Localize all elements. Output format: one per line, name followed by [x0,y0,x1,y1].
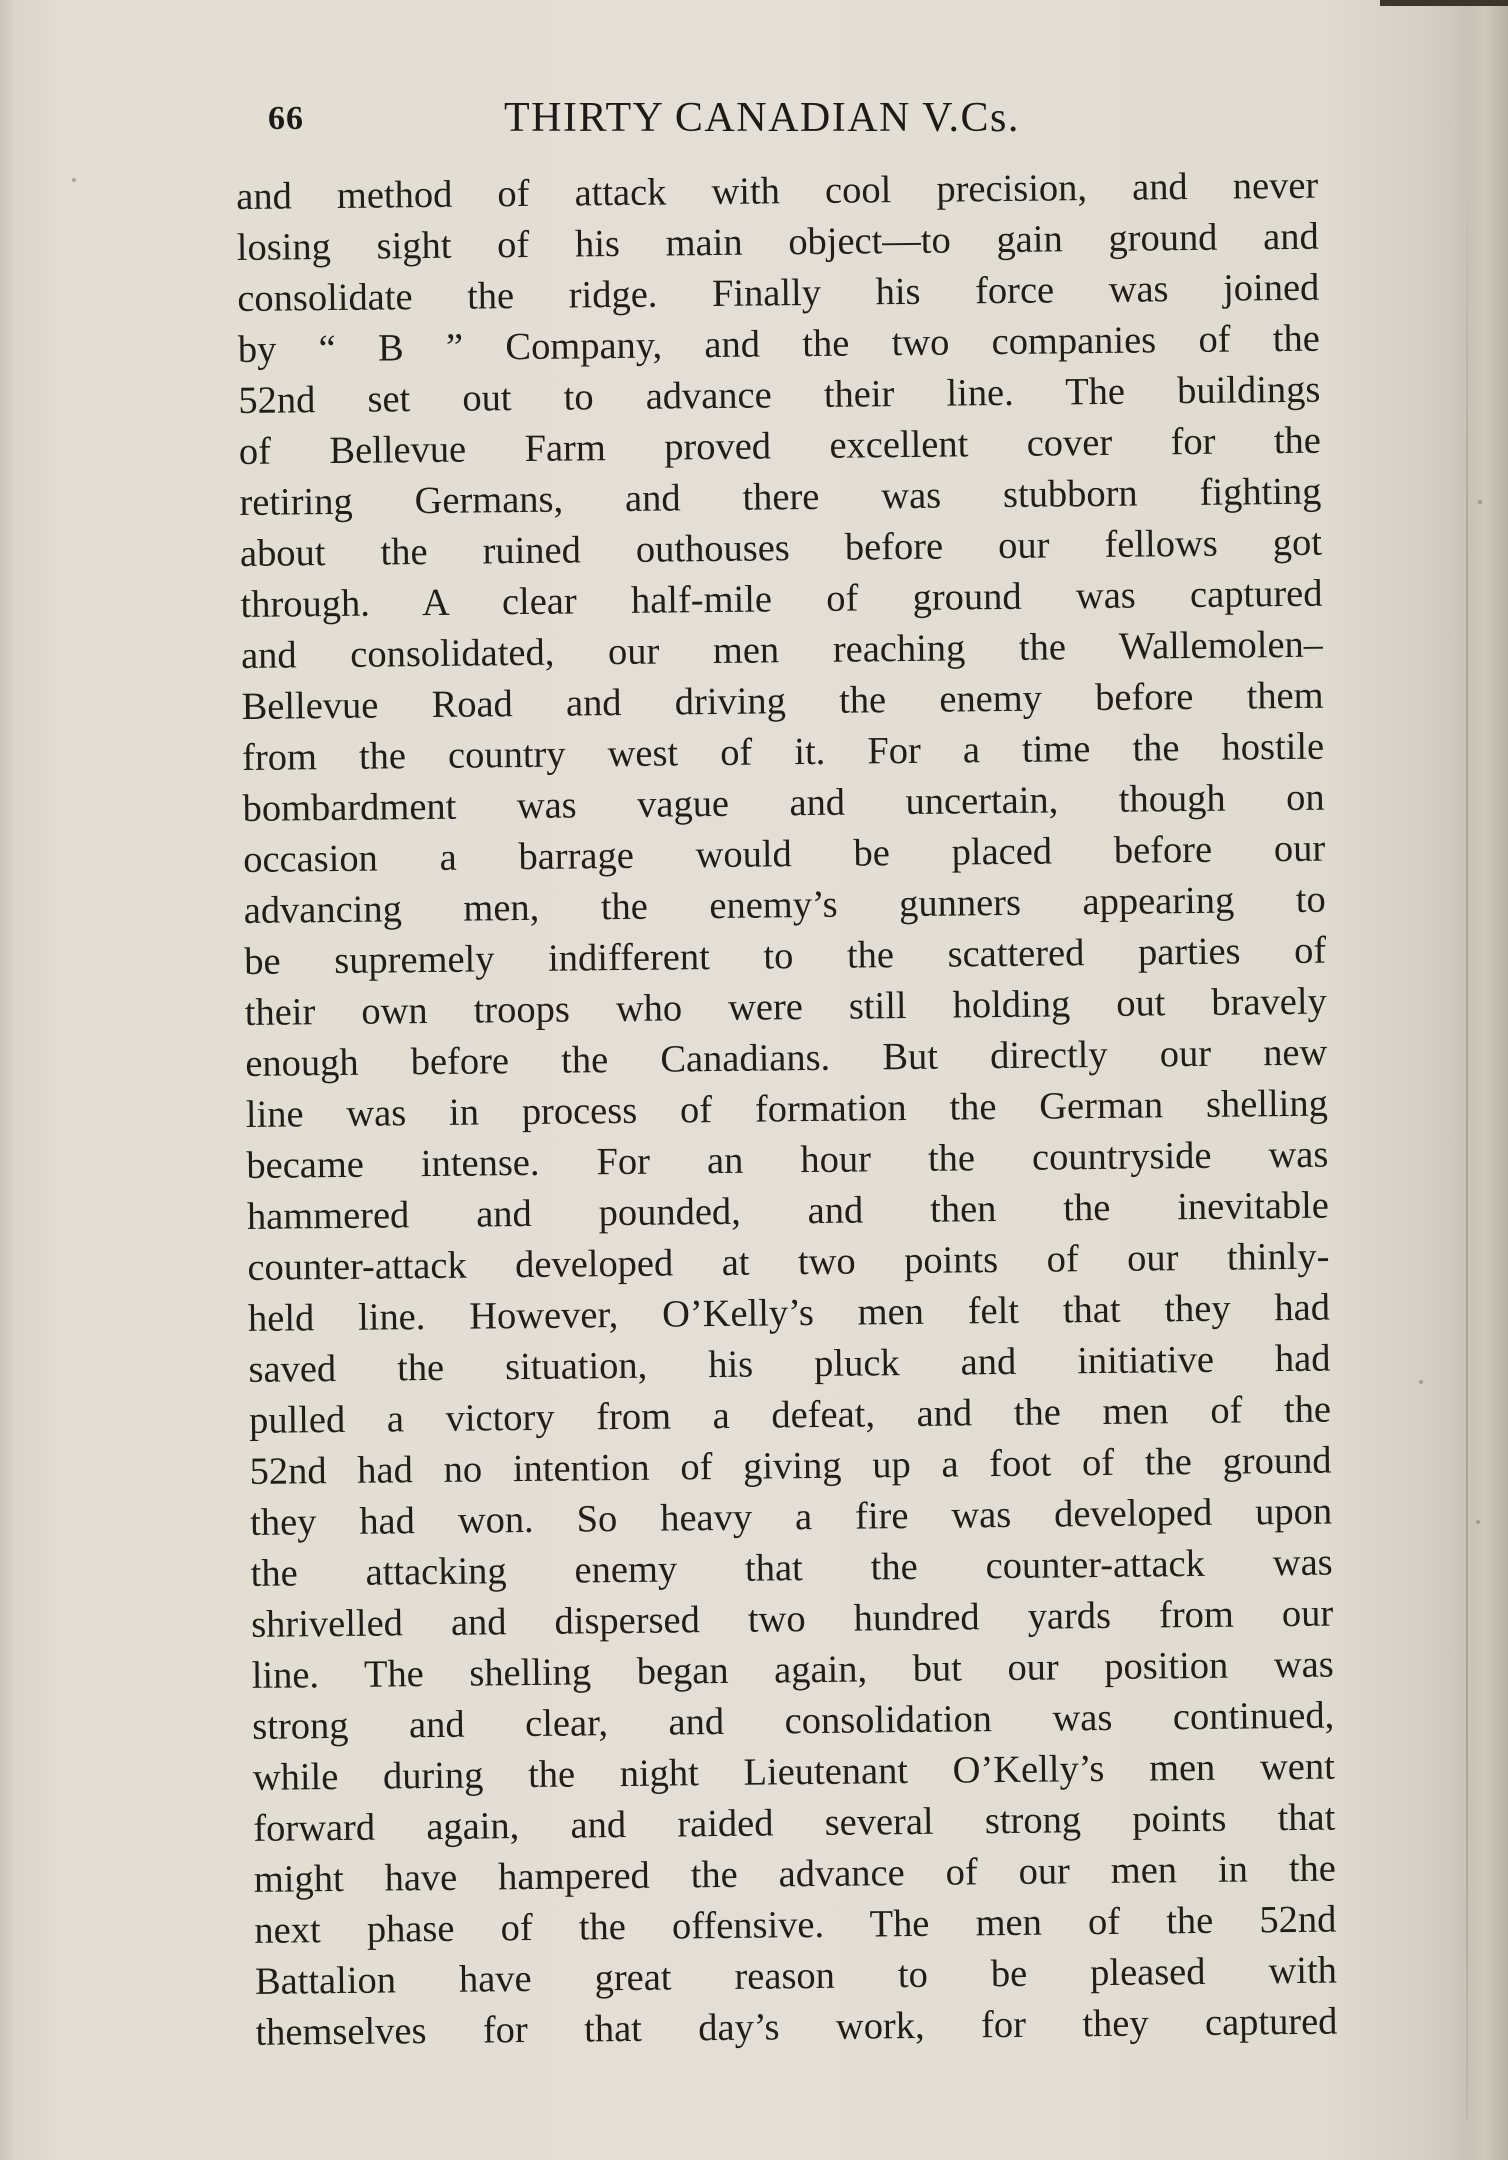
page-header [268,94,1318,154]
page-number: 66 [268,100,304,137]
text-line: pulled a victory from a defeat, and the men of the [248,1388,1332,1442]
text-line: while during the night Lieutenant O’Kelly’s men went [252,1745,1335,1799]
text-line: Bellevue Road and driving the enemy before them [241,674,1324,728]
text-line: their own troops who were still holding out bravely [244,980,1327,1034]
text-line: and method of attack with cool precision, and never [236,164,1319,218]
text-line: of Bellevue Farm proved excellent cover for the [238,419,1322,473]
text-line: next phase of the offensive. The men of the 52nd [254,1898,1337,1952]
text-line: line was in process of formation the German shelling [245,1082,1329,1136]
text-line: about the ruined outhouses before our fellows got [239,521,1323,575]
text-line: strong and clear, and consolidation was continued, [252,1694,1335,1748]
text-line: might have hampered the advance of our men in the [253,1847,1337,1901]
text-line: 52nd had no intention of giving up a foot of the ground [249,1439,1332,1493]
text-line: counter-attack developed at two points of our thinly- [247,1235,1330,1289]
text-line: the attacking enemy that the counter-attack was [250,1541,1333,1595]
page-gutter [1466,180,1468,2120]
text-line: by “ B ” Company, and the two companies of the [237,317,1321,371]
text-line: became intense. For an hour the countryside was [246,1133,1329,1187]
text-line: consolidate the ridge. Finally his force was joined [237,266,1320,320]
text-line: and consolidated, our men reaching the Wallemolen– [240,623,1324,677]
paper-speck [1478,500,1482,504]
page-right-edge [1470,0,1508,2160]
text-line: occasion a barrage would be placed before our [242,827,1326,881]
text-line: advancing men, the enemy’s gunners appearing to [243,878,1326,932]
text-line: through. A clear half-mile of ground was captured [240,572,1323,626]
text-line: shrivelled and dispersed two hundred yards from our [250,1592,1334,1646]
text-line: be supremely indifferent to the scattered parties of [244,929,1327,983]
page-left-edge [0,0,14,2160]
text-line: forward again, and raided several strong points that [253,1796,1336,1850]
running-title: THIRTY CANADIAN V.Cs. [504,95,1020,141]
text-line: bombardment was vague and uncertain, though on [242,776,1325,830]
text-line: they had won. So heavy a fire was developed upon [249,1490,1333,1544]
text-line: 52nd set out to advance their line. The buildings [238,368,1321,422]
body-text [236,161,1338,2059]
text-line: losing sight of his main object—to gain ground and [236,215,1319,269]
text-line: line. The shelling began again, but our position was [251,1643,1334,1697]
text-line: themselves for that day’s work, for they captured [255,2000,1338,2054]
page-corner-shadow [1380,0,1508,6]
paper-speck [1419,1380,1423,1384]
text-line: enough before the Canadians. But directly our new [245,1031,1328,1085]
text-line: hammered and pounded, and then the inevitable [246,1184,1330,1238]
text-line: saved the situation, his pluck and initiative had [248,1337,1331,1391]
text-line: Battalion have great reason to be pleased with [254,1949,1338,2003]
text-line: held line. However, O’Kelly’s men felt that they had [247,1286,1331,1340]
text-line: retiring Germans, and there was stubborn fighting [239,470,1322,524]
paper-speck [72,178,76,182]
paper-speck [1476,1520,1480,1524]
text-line: from the country west of it. For a time the hostile [241,725,1325,779]
